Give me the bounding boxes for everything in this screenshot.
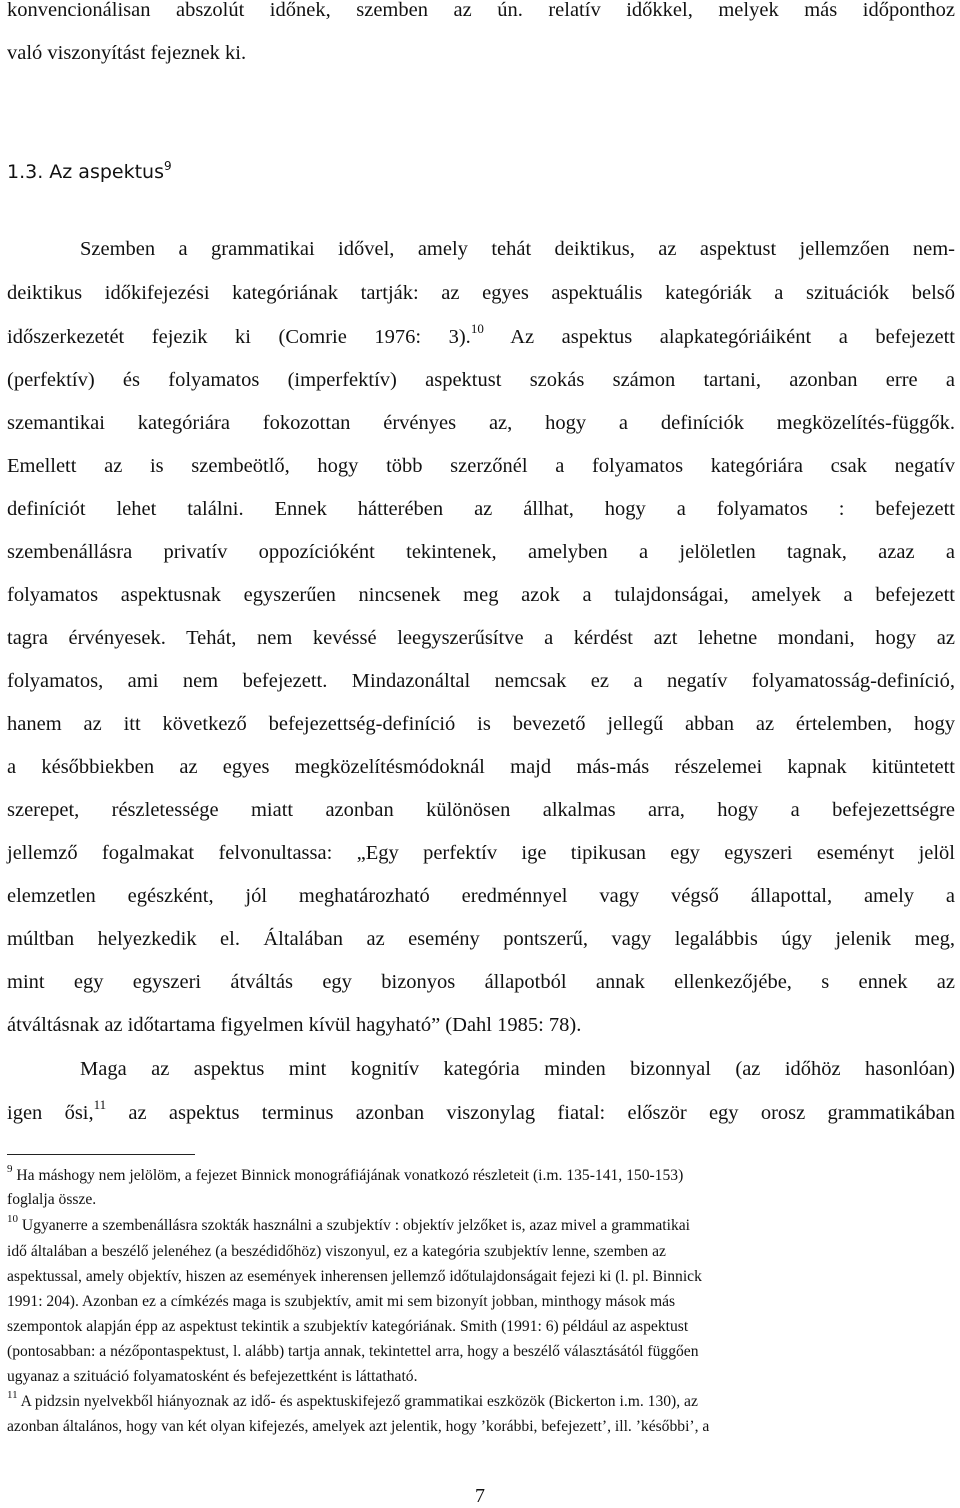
footnote-line: aspektussal, amely objektív, hiszen az események inherensen jellemző időtulajdonságait fejezi ki (l. pl. Binnick (7, 1268, 702, 1285)
footnote-ref: 11 (93, 1097, 107, 1112)
body-line: hanem az itt következő befejezettség-definíció is bevezető jellegű abban az értelemben, hogy (7, 713, 955, 735)
body-line: múltban helyezkedik el. Általában az esemény pontszerű, vagy legalábbis úgy jelenik meg, (7, 928, 955, 950)
body-line: a későbbiekben az egyes megközelítésmódoknál majd más-más részelemei kapnak kitüntetett (7, 756, 955, 778)
footnote-line: azonban általános, hogy van két olyan kifejezés, amelyek azt jelentik, hogy ’korábbi, befejezett’, ill. ’későbbi’, a (7, 1418, 710, 1435)
text-span: igen ősi, (7, 1102, 94, 1124)
footnote-line (7, 1213, 951, 1236)
body-line: szembenállásra privatív oppozícióként tekintenek, amelyben a jelöletlen tagnak, azaz a (7, 541, 955, 563)
body-line (7, 1097, 956, 1126)
body-line: konvencionálisan abszolút időnek, szemben az ún. relatív időkkel, melyek más időponthoz (7, 0, 955, 21)
footnote-line: ugyanaz a szituáció folyamatosként és befejezettként is láttatható. (7, 1368, 418, 1385)
body-line: (perfektív) és folyamatos (imperfektív) aspektust szokás számon tartani, azonban erre a (7, 369, 955, 391)
body-line: definíciót lehet találni. Ennek hátterében az állhat, hogy a folyamatos : befejezett (7, 498, 955, 520)
text-span: Az aspektus alapkategóriáiként a befejezett (483, 326, 955, 348)
footnote-ref: 9 (164, 159, 172, 173)
text-span: Ugyanerre a szembenállásra szokták használni a szubjektív : objektív jelzőket is, azaz mivel a grammatikai (18, 1217, 691, 1234)
footnote-line (7, 1163, 951, 1186)
footnote-ref: 10 (470, 321, 484, 336)
body-line (7, 321, 955, 350)
footnote-separator (7, 1154, 195, 1155)
body-line: való viszonyítást fejeznek ki. (7, 42, 247, 64)
footnote-line: 1991: 204). Azonban ez a címkézés maga is szubjektív, amit mi sem bizonyít jobban, minthogy mások más (7, 1293, 676, 1310)
footnote-line: (pontosabban: a nézőpontaspektust, l. alább) tartja annak, tekintettel arra, hogy a beszélő választásától függően (7, 1343, 699, 1360)
footnote-number: 10 (7, 1213, 18, 1225)
footnote-number: 11 (7, 1389, 18, 1401)
footnote-number: 9 (7, 1163, 13, 1175)
body-line: deiktikus időkifejezési kategóriának tartják: az egyes aspektuális kategóriák a szituációk belső (7, 282, 955, 304)
body-line: Szemben a grammatikai idővel, amely tehát deiktikus, az aspektust jellemzően nem- (80, 238, 955, 260)
body-line: tagra érvényesek. Tehát, nem kevéssé leegyszerűsítve a kérdést azt lehetne mondani, hogy az (7, 627, 955, 649)
body-line: átváltásnak az időtartama figyelmen kívül hagyható” (Dahl 1985: 78). (7, 1014, 582, 1036)
body-line: Emellett az is szembeötlő, hogy több szerzőnél a folyamatos kategóriára csak negatív (7, 455, 955, 477)
section-heading (7, 153, 955, 185)
footnote-line: foglalja össze. (7, 1191, 97, 1208)
body-line: elemzetlen egészként, jól meghatározható eredménnyel vagy végső állapottal, amely a (7, 885, 955, 907)
body-line: folyamatos, ami nem befejezett. Mindazonáltal nemcsak ez a negatív folyamatosság-definíció, (7, 670, 955, 692)
body-line: jellemző fogalmakat felvonultassa: „Egy perfektív ige tipikusan egy egyszeri eseményt jelöl (7, 842, 955, 864)
section-title: 1.3. Az aspektus (7, 161, 164, 183)
text-span: az aspektus terminus azonban viszonylag fiatal: először egy orosz grammatikában (106, 1102, 956, 1124)
body-line: Maga az aspektus mint kognitív kategória minden bizonnyal (az időhöz hasonlóan) (80, 1058, 955, 1080)
body-line: folyamatos aspektusnak egyszerűen nincsenek meg azok a tulajdonságai, amelyek a befejezett (7, 584, 955, 606)
page-number: 7 (475, 1485, 485, 1507)
text-span: időszerkezetét fejezik ki (Comrie 1976: 3). (7, 326, 471, 348)
body-line: szerepet, részletessége miatt azonban különösen alkalmas arra, hogy a befejezettségre (7, 799, 955, 821)
footnote-line: szempontok alapján épp az aspektust tekintik a szubjektív kategóriának. Smith (1991: 6) például az aspektust (7, 1318, 689, 1335)
body-line: mint egy egyszeri átváltás egy bizonyos állapotból annak ellenkezőjébe, s ennek az (7, 971, 955, 993)
body-line: szemantikai kategóriára fokozottan érvényes az, hogy a definíciók megközelítés-függők. (7, 412, 955, 434)
text-span: Ha máshogy nem jelölöm, a fejezet Binnick monográfiájának vonatkozó részleteit (i.m. 135-141, 150-153) (12, 1167, 684, 1184)
footnote-line (7, 1389, 951, 1412)
footnote-line: idő általában a beszélő jelenéhez (a beszédidőhöz) viszonyul, ez a kategória szubjektív lenne, szemben az (7, 1243, 666, 1260)
text-span: A pidzsin nyelvekből hiányoznak az idő- és aspektuskifejező grammatikai eszközök (Bickerton i.m. 130), az (17, 1393, 698, 1410)
